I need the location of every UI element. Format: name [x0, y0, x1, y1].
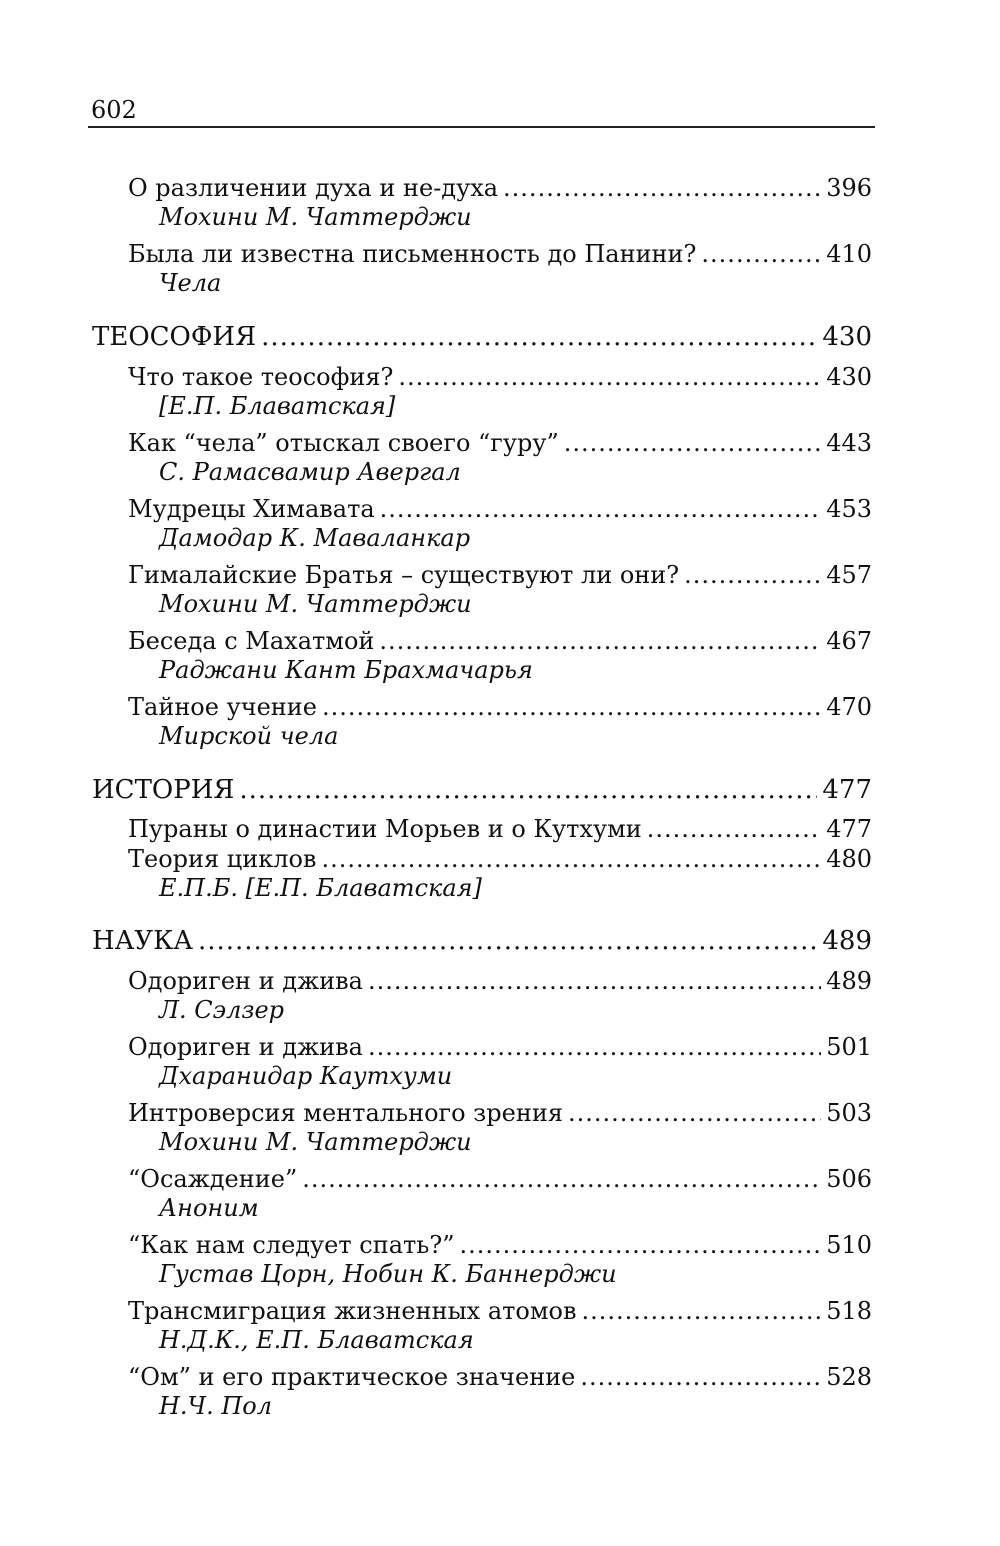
toc-entry — [128, 1033, 872, 1061]
toc-entry-author: Дхаранидар Каутхуми — [159, 1062, 453, 1090]
toc-entry-page: 503 — [826, 1099, 872, 1127]
leader-dots — [684, 561, 821, 589]
toc-entry-author: Аноним — [159, 1194, 259, 1222]
toc-section — [92, 322, 872, 352]
leader-dots — [580, 1363, 821, 1391]
toc-entry-title: Гималайские Братья – существуют ли они? — [128, 561, 680, 589]
toc-entry-title: Мудрецы Химавата — [128, 495, 375, 523]
leader-dots — [239, 775, 817, 805]
leader-dots — [261, 322, 817, 352]
toc-entry-page: 489 — [826, 967, 872, 995]
toc-entry-page: 453 — [826, 495, 872, 523]
toc-entry-title: Что такое теософия? — [128, 363, 394, 391]
toc-entry-page: 470 — [826, 693, 872, 721]
toc-entry-author: Чела — [159, 269, 222, 297]
toc-entry-page: 506 — [826, 1165, 872, 1193]
toc-entry-title: “Как нам следует спать?” — [128, 1231, 455, 1259]
leader-dots — [380, 495, 822, 523]
toc-entry-title: Одориген и джива — [128, 1033, 363, 1061]
toc-entry-title: Теория циклов — [128, 845, 317, 873]
toc-entry-title: Интроверсия ментального зрения — [128, 1099, 563, 1127]
toc-entry — [128, 363, 872, 391]
leader-dots — [701, 240, 821, 268]
toc-entry-page: 467 — [826, 627, 872, 655]
toc-entry-title: Как “чела” отыскал своего “гуру” — [128, 429, 559, 457]
toc-entry — [128, 1099, 872, 1127]
toc-entry — [128, 1297, 872, 1325]
toc-entry-author: Мирской чела — [159, 722, 339, 750]
toc-section-title: ИСТОРИЯ — [92, 775, 235, 805]
toc-section — [92, 775, 872, 805]
toc-section — [92, 926, 872, 956]
leader-dots — [302, 1165, 821, 1193]
toc-entry-page: 410 — [826, 240, 872, 268]
toc-entry-author: Н.Ч. Пол — [159, 1392, 273, 1420]
toc-entry-title: “Осаждение” — [128, 1165, 298, 1193]
toc-entry-author: Мохини М. Чаттерджи — [159, 203, 472, 231]
toc-entry-author: [Е.П. Блаватская] — [159, 392, 396, 420]
toc-entry — [128, 815, 872, 843]
toc-entry — [128, 845, 872, 873]
toc-entry — [128, 967, 872, 995]
toc-entry-title: Тайное учение — [128, 693, 317, 721]
toc-entry-title: “Ом” и его практическое значение — [128, 1363, 576, 1391]
toc-entry-author: Дамодар К. Маваланкар — [159, 524, 471, 552]
toc-entry-page: 443 — [826, 429, 872, 457]
leader-dots — [368, 1033, 821, 1061]
toc-entry — [128, 627, 872, 655]
leader-dots — [568, 1099, 821, 1127]
toc-entry-page: 510 — [826, 1231, 872, 1259]
toc-entry-page: 518 — [826, 1297, 872, 1325]
leader-dots — [582, 1297, 822, 1325]
toc-entry-title: Одориген и джива — [128, 967, 363, 995]
toc-entry-title: О различении духа и не-духа — [128, 174, 499, 202]
toc-entry-title: Была ли известна письменность до Панини? — [128, 240, 697, 268]
toc-section-page: 430 — [822, 322, 872, 352]
toc-section-title: ТЕОСОФИЯ — [92, 322, 257, 352]
leader-dots — [503, 174, 821, 202]
toc-entry-author: С. Рамасвамир Авергал — [159, 458, 461, 486]
toc-entry-author: Мохини М. Чаттерджи — [159, 1128, 472, 1156]
toc-entry-title: Пураны о династии Морьев и о Кутхуми — [128, 815, 642, 843]
toc-entry — [128, 693, 872, 721]
leader-dots — [398, 363, 821, 391]
toc-section-title: НАУКА — [92, 926, 193, 956]
toc-entry-author: Н.Д.К., Е.П. Блаватская — [159, 1326, 474, 1354]
toc-entry-author: Л. Сэлзер — [159, 996, 285, 1024]
toc-section-page: 489 — [822, 926, 872, 956]
toc-entry — [128, 429, 872, 457]
toc-entry — [128, 1231, 872, 1259]
toc-entry-author: Раджани Кант Брахмачарья — [159, 656, 533, 684]
toc-entry-page: 430 — [826, 363, 872, 391]
toc-entry — [128, 561, 872, 589]
leader-dots — [198, 926, 817, 956]
toc-entry-page: 477 — [826, 815, 872, 843]
toc-entry-page: 528 — [826, 1363, 872, 1391]
leader-dots — [368, 967, 821, 995]
toc-entry-page: 457 — [826, 561, 872, 589]
toc-entry-page: 480 — [826, 845, 872, 873]
toc-entry-page: 501 — [826, 1033, 872, 1061]
toc-entry-author: Густав Цорн, Нобин К. Баннерджи — [159, 1260, 617, 1288]
leader-dots — [647, 815, 821, 843]
toc-entry — [128, 1165, 872, 1193]
header-rule — [88, 126, 875, 128]
leader-dots — [564, 429, 821, 457]
toc-entry-title: Трансмиграция жизненных атомов — [128, 1297, 577, 1325]
leader-dots — [322, 693, 821, 721]
toc-section-page: 477 — [822, 775, 872, 805]
leader-dots — [379, 627, 821, 655]
toc-entry — [128, 1363, 872, 1391]
leader-dots — [321, 845, 821, 873]
page-number: 602 — [91, 96, 137, 124]
toc-entry-author: Мохини М. Чаттерджи — [159, 590, 472, 618]
toc-entry — [128, 174, 872, 202]
toc-entry-title: Беседа с Махатмой — [128, 627, 375, 655]
leader-dots — [460, 1231, 822, 1259]
toc-entry — [128, 240, 872, 268]
toc-entry-author: Е.П.Б. [Е.П. Блаватская] — [159, 874, 482, 902]
toc-entry — [128, 495, 872, 523]
toc-entry-page: 396 — [826, 174, 872, 202]
